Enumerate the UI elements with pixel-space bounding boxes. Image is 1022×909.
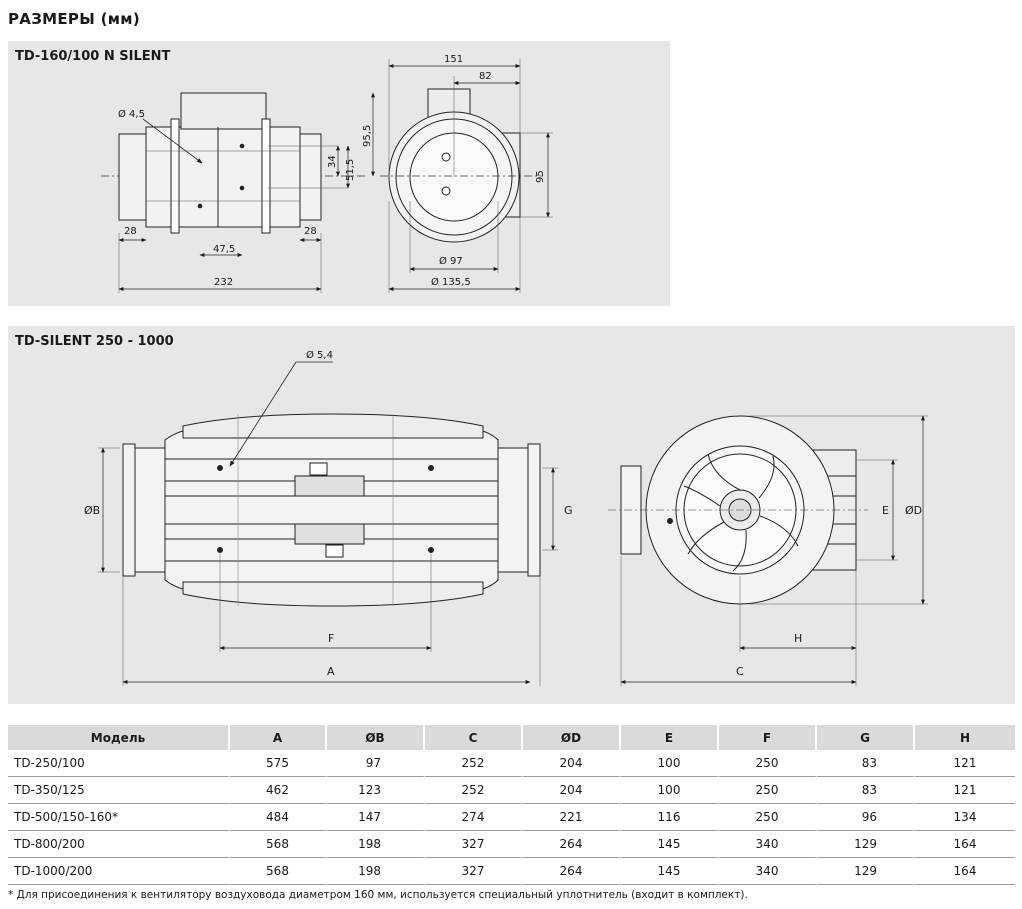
cell-b: 123 — [327, 777, 425, 804]
table-header-row — [8, 725, 1015, 750]
header-f: F — [719, 725, 817, 750]
cell-h: 164 — [915, 831, 1015, 858]
td-silent-dim-a: A — [327, 665, 335, 678]
cell-g: 129 — [817, 858, 915, 885]
cell-f: 250 — [719, 750, 817, 777]
cell-model: TD-1000/200 — [8, 858, 230, 885]
cell-b: 198 — [327, 831, 425, 858]
cell-e: 100 — [621, 777, 719, 804]
cell-a: 575 — [230, 750, 327, 777]
cell-d: 264 — [523, 831, 621, 858]
cell-a: 484 — [230, 804, 327, 831]
td-silent-side-view — [123, 414, 540, 606]
diagram-td-silent-title: TD-SILENT 250 - 1000 — [15, 334, 174, 349]
td-160-side-view — [119, 93, 321, 233]
table-row — [8, 804, 1015, 831]
header-model: Модель — [8, 725, 230, 750]
diagram-td-silent-panel — [8, 326, 1015, 704]
footnote: * Для присоединения к вентилятору воздуховода диаметром 160 мм, используется специальный уплотнитель (входит в комплект). — [8, 889, 748, 901]
cell-g: 83 — [817, 750, 915, 777]
cell-f: 250 — [719, 777, 817, 804]
td-silent-dim-h: H — [794, 632, 803, 645]
header-d: ØD — [523, 725, 621, 750]
cell-c: 252 — [425, 750, 523, 777]
cell-c: 327 — [425, 858, 523, 885]
cell-f: 250 — [719, 804, 817, 831]
table-row — [8, 750, 1015, 777]
cell-model: TD-350/125 — [8, 777, 230, 804]
diagram-td-160-drawing — [8, 41, 670, 306]
td-160-height-95-5: 95,5 — [362, 124, 373, 147]
diagram-td-160-title: TD-160/100 N SILENT — [15, 49, 171, 64]
cell-model: TD-250/100 — [8, 750, 230, 777]
cell-a: 568 — [230, 831, 327, 858]
header-a: A — [230, 725, 327, 750]
cell-e: 100 — [621, 750, 719, 777]
td-160-right-collar: 28 — [304, 226, 317, 237]
cell-h: 121 — [915, 777, 1015, 804]
diagram-td-silent-drawing — [8, 326, 1015, 704]
page-title: РАЗМЕРЫ (мм) — [8, 10, 141, 28]
td-silent-dim-g: G — [564, 504, 573, 517]
cell-d: 204 — [523, 777, 621, 804]
td-160-height-51-5: 51,5 — [345, 158, 356, 181]
cell-d: 264 — [523, 858, 621, 885]
cell-b: 198 — [327, 858, 425, 885]
td-160-diam-135-5: Ø 135,5 — [431, 277, 471, 288]
cell-e: 145 — [621, 858, 719, 885]
td-160-height-34: 34 — [327, 155, 338, 168]
td-silent-dim-d: ØD — [905, 504, 923, 517]
cell-a: 568 — [230, 858, 327, 885]
td-160-left-collar: 28 — [124, 226, 137, 237]
cell-g: 129 — [817, 831, 915, 858]
table-row — [8, 831, 1015, 858]
cell-d: 221 — [523, 804, 621, 831]
cell-c: 274 — [425, 804, 523, 831]
table-row — [8, 858, 1015, 885]
header-c: C — [425, 725, 523, 750]
td-160-hole-label: Ø 4,5 — [118, 109, 145, 120]
cell-a: 462 — [230, 777, 327, 804]
table-row — [8, 777, 1015, 804]
td-160-hole-spacing: 47,5 — [213, 244, 236, 255]
td-160-length: 232 — [214, 277, 234, 288]
cell-b: 97 — [327, 750, 425, 777]
td-160-front-view — [389, 89, 520, 242]
cell-e: 116 — [621, 804, 719, 831]
diagram-td-160-panel — [8, 41, 670, 306]
td-160-diam-97: Ø 97 — [439, 256, 463, 267]
td-silent-dim-f: F — [328, 632, 335, 645]
cell-c: 327 — [425, 831, 523, 858]
td-silent-dim-e: E — [882, 504, 889, 517]
header-h: H — [915, 725, 1015, 750]
td-silent-dim-c: C — [736, 665, 744, 678]
header-e: E — [621, 725, 719, 750]
header-g: G — [817, 725, 915, 750]
td-silent-dim-b: ØB — [84, 504, 101, 517]
cell-g: 83 — [817, 777, 915, 804]
cell-b: 147 — [327, 804, 425, 831]
cell-e: 145 — [621, 831, 719, 858]
cell-h: 121 — [915, 750, 1015, 777]
cell-c: 252 — [425, 777, 523, 804]
td-silent-hole-label: Ø 5,4 — [306, 350, 333, 361]
cell-model: TD-800/200 — [8, 831, 230, 858]
td-160-width-151: 151 — [444, 54, 464, 65]
cell-f: 340 — [719, 858, 817, 885]
td-160-width-82: 82 — [479, 71, 492, 82]
cell-h: 134 — [915, 804, 1015, 831]
cell-g: 96 — [817, 804, 915, 831]
cell-d: 204 — [523, 750, 621, 777]
cell-h: 164 — [915, 858, 1015, 885]
header-b: ØB — [327, 725, 425, 750]
cell-f: 340 — [719, 831, 817, 858]
cell-model: TD-500/150-160* — [8, 804, 230, 831]
td-160-outlet-95: 95 — [535, 170, 546, 183]
dimensions-table — [8, 725, 1015, 885]
